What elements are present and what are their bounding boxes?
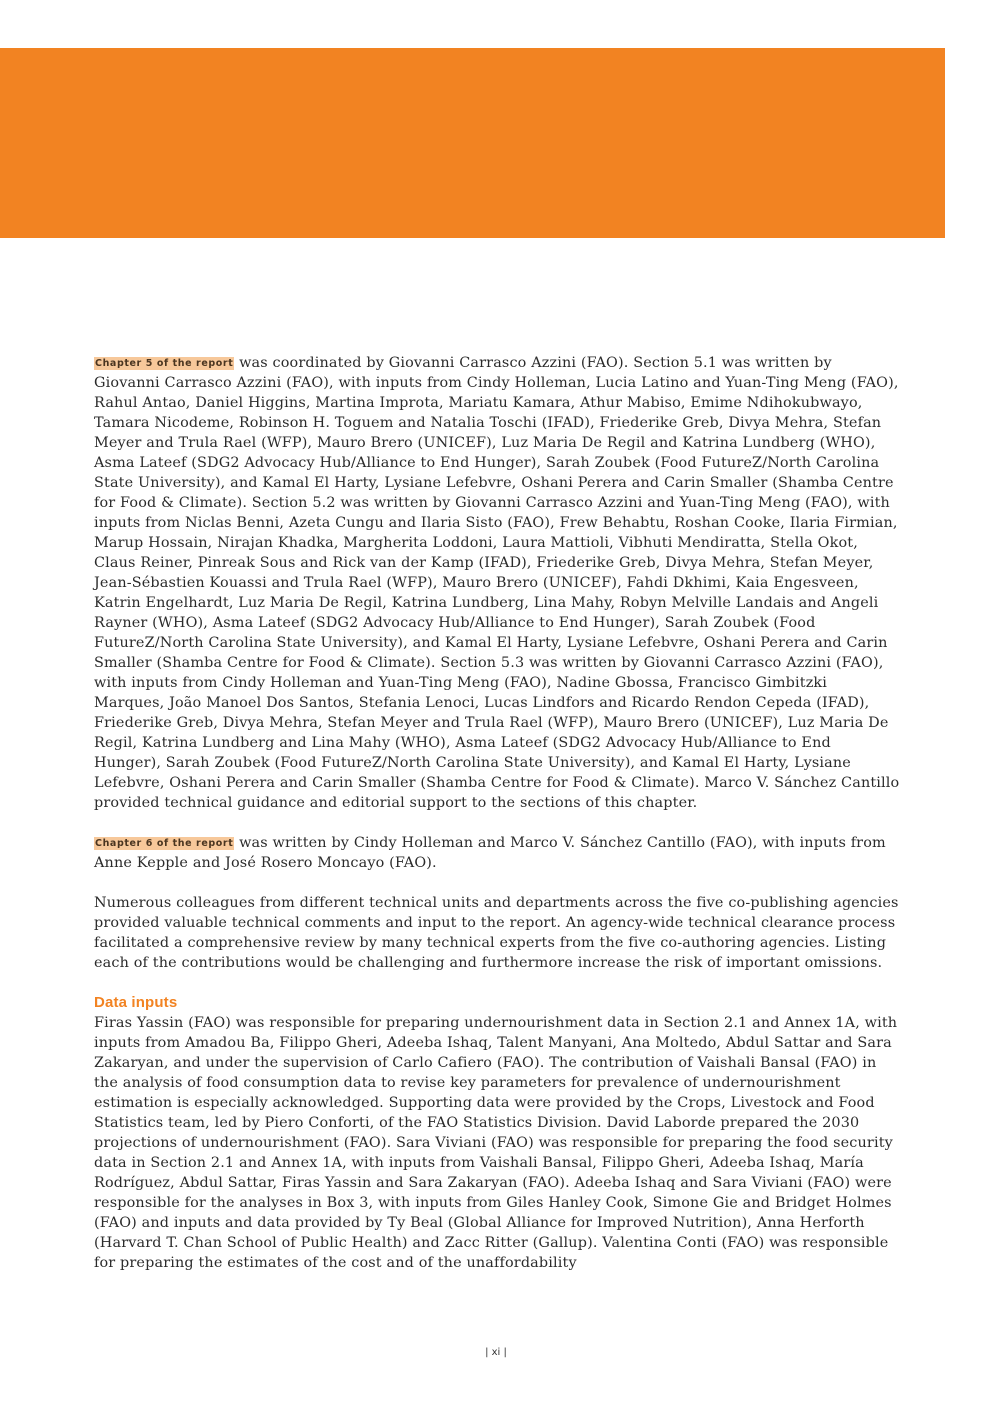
data-inputs-paragraph: Firas Yassin (FAO) was responsible for preparing undernourishment data in Section 2.1 and Annex 1A, with inputs from Amadou Ba, Filippo Gheri, Adeeba Ishaq, Talent Manyani, Ana Moltedo, Abdul Sattar and Sara Zakaryan, and under the supervision of Carlo Cafiero (FAO). The contribution of Vaishali Bansal (FAO) in the analysis of food consumption data to revise key parameters for prevalence of undernourishment estimation is especially acknowledged. Supporting data were provided by the Crops, Livestock and Food Statistics team, led by Piero Conforti, of the FAO Statistics Division. David Laborde prepared the 2030 projections of undernourishment (FAO). Sara Viviani (FAO) was responsible for preparing the food security data in Section 2.1 and Annex 1A, with inputs from Vaishali Bansal, Filippo Gheri, Adeeba Ishaq, María Rodríguez, Abdul Sattar, Firas Yassin and Sara Zakaryan (FAO). Adeeba Ishaq and Sara Viviani (FAO) were responsible for the analyses in Box 3, with inputs from Giles Hanley Cook, Simone Gie and Bridget Holmes (FAO) and inputs and data provided by Ty Beal (Global Alliance for Improved Nutrition), Anna Herforth (Harvard T. Chan School of Public Health) and Zacc Ritter (Gallup). Valentina Conti (FAO) was responsible for preparing the estimates of the cost and of the unaffordability	[94, 1015, 898, 1271]
chapter6-text: was written by Cindy Holleman and Marco V. Sánchez Cantillo (FAO), with inputs from Anne Kepple and José Rosero Moncayo (FAO).	[94, 835, 886, 871]
chapter6-paragraph	[94, 833, 900, 873]
chapter6-tag: Chapter 6 of the report	[95, 838, 234, 849]
page-number: | xi |	[485, 1347, 507, 1358]
acknowledgements-body	[94, 353, 900, 1273]
colleagues-paragraph: Numerous colleagues from different technical units and departments across the five co-publishing agencies provided valuable technical comments and input to the report. An agency-wide technical clearance process facilitated a comprehensive review by many technical experts from the five co-authoring agencies. Listing each of the contributions would be challenging and furthermore increase the risk of important omissions.	[94, 895, 899, 971]
chapter5-paragraph	[94, 353, 900, 813]
data-inputs-heading: Data inputs	[94, 994, 178, 1011]
orange-header-banner	[0, 48, 945, 238]
chapter5-text: was coordinated by Giovanni Carrasco Azzini (FAO). Section 5.1 was written by Giovanni Carrasco Azzini (FAO), with inputs from Cindy Holleman, Lucia Latino and Yuan-Ting Meng (FAO), Rahul Antao, Daniel Higgins, Martina Improta, Mariatu Kamara, Athur Mabiso, Emime Ndihokubwayo, Tamara Nicodeme, Robinson H. Toguem and Natalia Toschi (IFAD), Friederike Greb, Divya Mehra, Stefan Meyer and Trula Rael (WFP), Mauro Brero (UNICEF), Luz Maria De Regil and Katrina Lundberg (WHO), Asma Lateef (SDG2 Advocacy Hub/Alliance to End Hunger), Sarah Zoubek (Food FutureZ/North Carolina State University), and Kamal El Harty, Lysiane Lefebvre, Oshani Perera and Carin Smaller (Shamba Centre for Food & Climate). Section 5.2 was written by Giovanni Carrasco Azzini and Yuan-Ting Meng (FAO), with inputs from Niclas Benni, Azeta Cungu and Ilaria Sisto (FAO), Frew Behabtu, Roshan Cooke, Ilaria Firmian, Marup Hossain, Nirajan Khadka, Margherita Loddoni, Laura Mattioli, Vibhuti Mendiratta, Stella Okot, Claus Reiner, Pinreak Sous and Rick van der Kamp (IFAD), Friederike Greb, Divya Mehra, Stefan Meyer, Jean-Sébastien Kouassi and Trula Rael (WFP), Mauro Brero (UNICEF), Fahdi Dkhimi, Kaia Engesveen, Katrin Engelhardt, Luz Maria De Regil, Katrina Lundberg, Lina Mahy, Robyn Melville Landais and Angeli Rayner (WHO), Asma Lateef (SDG2 Advocacy Hub/Alliance to End Hunger), Sarah Zoubek (Food FutureZ/North Carolina State University), and Kamal El Harty, Lysiane Lefebvre, Oshani Perera and Carin Smaller (Shamba Centre for Food & Climate). Section 5.3 was written by Giovanni Carrasco Azzini (FAO), with inputs from Cindy Holleman and Yuan-Ting Meng (FAO), Nadine Gbossa, Francisco Gimbitzki Marques, João Manoel Dos Santos, Stefania Lenoci, Lucas Lindfors and Ricardo Rendon Cepeda (IFAD), Friederike Greb, Divya Mehra, Stefan Meyer and Trula Rael (WFP), Mauro Brero (UNICEF), Luz Maria De Regil, Katrina Lundberg and Lina Mahy (WHO), Asma Lateef (SDG2 Advocacy Hub/Alliance to End Hunger), Sarah Zoubek (Food FutureZ/North Carolina State University), and Kamal El Harty, Lysiane Lefebvre, Oshani Perera and Carin Smaller (Shamba Centre for Food & Climate). Marco V. Sánchez Cantillo provided technical guidance and editorial support to the sections of this chapter.	[94, 355, 900, 811]
chapter5-tag: Chapter 5 of the report	[95, 358, 234, 369]
